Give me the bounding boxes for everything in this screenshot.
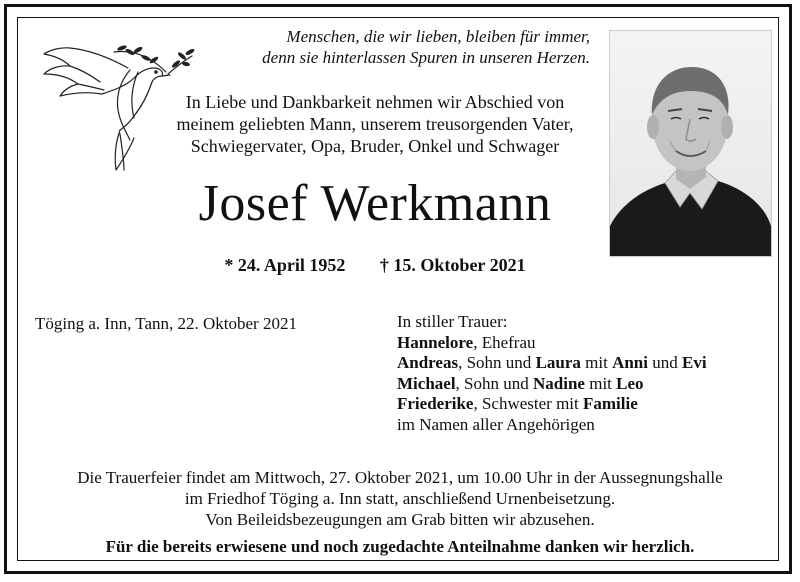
mourner-name: Friederike [397,394,474,413]
portrait-photo [609,30,772,257]
mourner-name: Nadine [533,373,585,393]
mourner-lines [397,333,707,436]
mourner-relation: , Sohn und [455,373,534,393]
life-dates [130,255,620,276]
service-notice [20,467,780,530]
mourner-line [397,415,707,436]
intro-line-1: In Liebe und Dankbarkeit nehmen wir Abschied von [185,92,565,112]
mourner-line [397,333,707,354]
mourner-name: Hannelore [397,332,474,352]
mourner-name: Anni [612,353,648,372]
mourner-relation: mit [580,353,613,372]
motto-line-1: Menschen, die wir lieben, bleiben für immer, [286,27,590,46]
service-line-3: Von Beileidsbezeugungen am Grab bitten wir abzusehen. [205,510,595,529]
mourner-name: Laura [535,353,581,372]
mourner-name: Evi [682,353,707,372]
birth-date: * 24. April 1952 [224,255,346,275]
intro-line-3: Schwiegervater, Opa, Bruder, Onkel und Schwager [190,136,560,156]
mourner-name: Michael [397,373,456,393]
mourner-name: Andreas [397,353,459,372]
mourner-name: Leo [616,373,644,393]
service-line-1: Die Trauerfeier findet am Mittwoch, 27. Oktober 2021, um 10.00 Uhr in der Aussegnungshalle [77,468,723,487]
mourner-relation: , Schwester mit [473,394,584,413]
mourner-relation: mit [584,373,617,393]
motto-line-2: denn sie hinterlassen Spuren in unseren Herzen. [262,48,590,67]
thanks-note: Für die bereits erwiesene und noch zugedachte Anteilnahme danken wir herzlich. [105,537,695,556]
intro-line-2: meinem geliebten Mann, unserem treusorgenden Vater, [176,114,574,134]
service-line-2: im Friedhof Töging a. Inn statt, anschließend Urnenbeisetzung. [184,489,616,508]
mourner-relation: im Namen aller Angehörigen [397,414,595,434]
mourner-relation: und [648,353,682,372]
motto-verse [215,26,590,68]
deceased-name: Josef Werkmann [198,175,552,232]
mourner-relation: , Ehefrau [473,332,536,352]
place-and-date: Töging a. Inn, Tann, 22. Oktober 2021 [35,314,297,333]
mourners-heading: In stiller Trauer: [397,312,508,331]
mourner-line [397,374,707,395]
intro-text [150,91,600,157]
mourner-relation: , Sohn und [458,353,536,372]
mourner-line [397,394,707,415]
mourners-list [397,312,707,435]
death-date: † 15. Oktober 2021 [379,255,526,275]
mourner-line [397,353,707,374]
mourner-name: Familie [583,394,638,413]
